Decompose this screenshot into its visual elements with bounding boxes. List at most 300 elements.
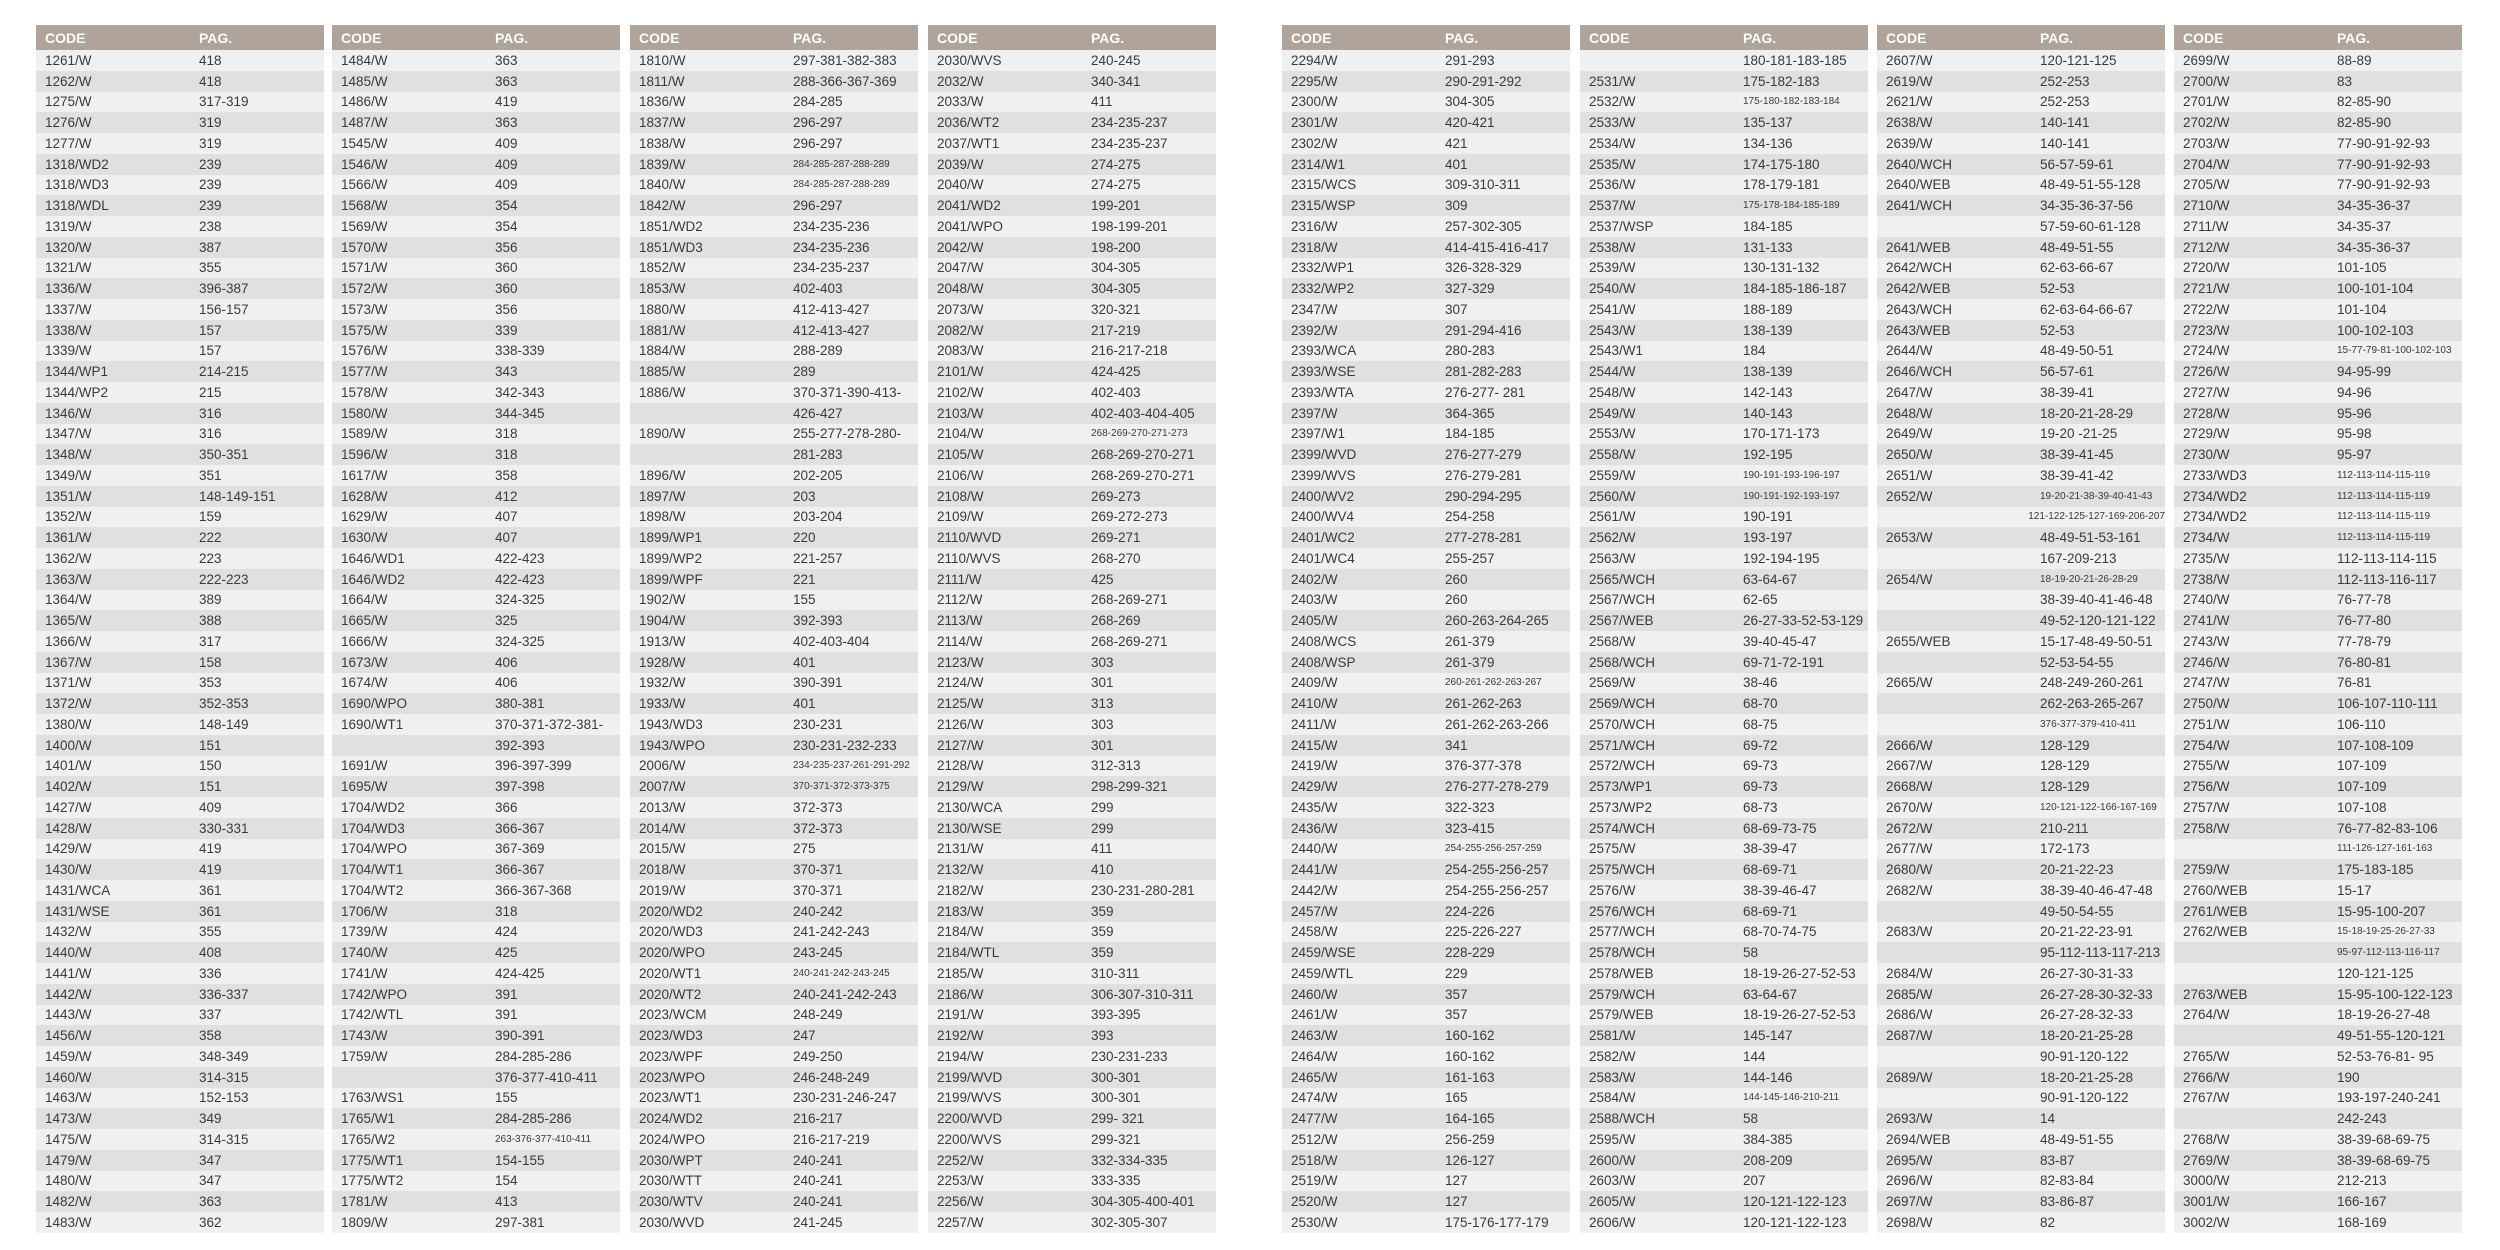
table-row xyxy=(2174,361,2462,382)
table-row xyxy=(928,1005,1216,1026)
code-cell: 1704/WPO xyxy=(341,841,408,857)
table-row xyxy=(1877,444,2165,465)
code-cell: 2761/WEB xyxy=(2183,903,2248,919)
code-table-column-5 xyxy=(1282,25,1570,1233)
code-cell: 2113/W xyxy=(937,613,983,629)
code-cell: 1851/WD2 xyxy=(639,218,703,234)
code-cell: 2316/W xyxy=(1291,218,1338,234)
code-cell: 2457/W xyxy=(1291,903,1338,919)
code-cell: 2030/WTT xyxy=(639,1173,703,1189)
pag-cell: 107-108 xyxy=(2337,799,2387,815)
table-row xyxy=(1877,112,2165,133)
code-cell: 2672/W xyxy=(1886,820,1933,836)
pag-cell: 90-91-120-122 xyxy=(2040,1048,2129,1064)
code-cell: 2408/WSP xyxy=(1291,654,1356,670)
code-cell: 2571/WCH xyxy=(1589,737,1656,753)
code-cell: 2295/W xyxy=(1291,73,1338,89)
table-row xyxy=(2174,465,2462,486)
table-body xyxy=(1580,50,1868,1233)
code-cell: 1479/W xyxy=(45,1152,92,1168)
table-row xyxy=(630,112,918,133)
pag-cell: 192-195 xyxy=(1743,447,1793,463)
table-row xyxy=(630,320,918,341)
table-row xyxy=(1282,403,1570,424)
pag-cell: 402-403 xyxy=(793,281,843,297)
table-row xyxy=(332,1212,620,1233)
pag-cell: 203 xyxy=(793,488,816,504)
code-cell: 2419/W xyxy=(1291,758,1338,774)
pag-cell: 393 xyxy=(1091,1028,1114,1044)
pag-cell: 68-69-73-75 xyxy=(1743,820,1817,836)
pag-cell: 128-129 xyxy=(2040,779,2090,795)
table-row xyxy=(36,901,324,922)
table-row xyxy=(928,403,1216,424)
code-cell: 2114/W xyxy=(937,633,983,649)
code-cell: 2397/W1 xyxy=(1291,426,1346,442)
code-cell: 1319/W xyxy=(45,218,92,234)
code-cell: 1275/W xyxy=(45,94,92,110)
code-cell: 2579/WEB xyxy=(1589,1007,1654,1023)
code-cell: 2006/W xyxy=(639,758,686,774)
pag-cell: 314-315 xyxy=(199,1131,249,1147)
pag-cell: 359 xyxy=(1091,924,1114,940)
table-row xyxy=(332,590,620,611)
code-cell: 1338/W xyxy=(45,322,92,338)
pag-cell: 409 xyxy=(495,135,518,151)
pag-cell: 304-305 xyxy=(1445,94,1495,110)
code-cell: 2572/WCH xyxy=(1589,758,1656,774)
code-cell: 2048/W xyxy=(937,281,984,297)
table-row xyxy=(1877,403,2165,424)
code-cell: 1262/W xyxy=(45,73,92,89)
code-cell: 2192/W xyxy=(937,1028,984,1044)
table-row xyxy=(1877,175,2165,196)
table-row xyxy=(928,216,1216,237)
table-row xyxy=(2174,1171,2462,1192)
code-cell: 1629/W xyxy=(341,509,388,525)
table-row xyxy=(1877,382,2165,403)
pag-cell: 175-178-184-185-189 xyxy=(1743,200,1840,212)
table-row xyxy=(36,590,324,611)
code-cell: 1347/W xyxy=(45,426,92,442)
pag-cell: 304-305-400-401 xyxy=(1091,1194,1195,1210)
table-row xyxy=(2174,195,2462,216)
code-cell: 2573/WP1 xyxy=(1589,779,1653,795)
pag-cell: 151 xyxy=(199,779,222,795)
pag-cell: 297-381 xyxy=(495,1214,545,1230)
table-row xyxy=(332,776,620,797)
code-cell: 1456/W xyxy=(45,1028,92,1044)
table-row xyxy=(928,465,1216,486)
pag-cell: 180-181-183-185 xyxy=(1743,52,1847,68)
pag-cell: 338-339 xyxy=(495,343,545,359)
code-cell: 2574/WCH xyxy=(1589,820,1656,836)
code-cell: 1571/W xyxy=(341,260,388,276)
table-row xyxy=(1282,1129,1570,1150)
table-row xyxy=(332,424,620,445)
code-cell: 2584/W xyxy=(1589,1090,1636,1106)
pag-cell: 255-277-278-280- xyxy=(793,426,902,442)
table-row xyxy=(1282,693,1570,714)
pag-cell: 39-40-45-47 xyxy=(1743,633,1817,649)
table-row xyxy=(630,299,918,320)
table-row xyxy=(928,880,1216,901)
code-cell: 1402/W xyxy=(45,779,92,795)
table-row xyxy=(630,486,918,507)
table-row xyxy=(928,963,1216,984)
table-row xyxy=(928,1150,1216,1171)
code-cell: 2429/W xyxy=(1291,779,1338,795)
pag-cell: 274-275 xyxy=(1091,177,1141,193)
pag-cell: 127 xyxy=(1445,1173,1468,1189)
pag-cell: 247 xyxy=(793,1028,816,1044)
table-row xyxy=(630,880,918,901)
code-cell: 1428/W xyxy=(45,820,92,836)
code-cell: 2741/W xyxy=(2183,613,2230,629)
table-row xyxy=(630,1025,918,1046)
code-cell: 2553/W xyxy=(1589,426,1636,442)
pag-cell: 357 xyxy=(1445,1007,1468,1023)
code-cell: 2024/WD2 xyxy=(639,1111,703,1127)
table-row xyxy=(332,299,620,320)
table-row xyxy=(928,1108,1216,1129)
table-row xyxy=(332,486,620,507)
table-row xyxy=(1877,486,2165,507)
table-row xyxy=(332,942,620,963)
table-row xyxy=(928,1171,1216,1192)
code-cell: 2687/W xyxy=(1886,1028,1933,1044)
table-row xyxy=(1580,631,1868,652)
pag-cell: 155 xyxy=(793,592,816,608)
code-cell: 2720/W xyxy=(2183,260,2230,276)
pag-cell: 304-305 xyxy=(1091,281,1141,297)
code-cell: 2532/W xyxy=(1589,94,1636,110)
code-cell: 1809/W xyxy=(341,1214,388,1230)
code-cell: 2030/WVS xyxy=(937,52,1002,68)
table-row xyxy=(332,673,620,694)
table-row xyxy=(2174,652,2462,673)
code-cell: 2695/W xyxy=(1886,1152,1933,1168)
code-cell: 2721/W xyxy=(2183,281,2230,297)
code-cell: 2530/W xyxy=(1291,1214,1338,1230)
pag-cell: 269-273 xyxy=(1091,488,1141,504)
pag-cell: 26-27-30-31-33 xyxy=(2040,965,2134,981)
table-row xyxy=(1282,610,1570,631)
pag-cell: 224-226 xyxy=(1445,903,1495,919)
table-row xyxy=(332,569,620,590)
table-row xyxy=(1580,71,1868,92)
table-row xyxy=(1282,424,1570,445)
table-row xyxy=(1580,444,1868,465)
table-row xyxy=(1877,818,2165,839)
table-row xyxy=(1282,631,1570,652)
code-table-column-6 xyxy=(1580,25,1868,1233)
table-row xyxy=(928,299,1216,320)
pag-cell: 112-113-114-115-119 xyxy=(2337,490,2431,502)
pag-cell: 38-39-68-69-75 xyxy=(2337,1152,2431,1168)
pag-cell: 170-171-173 xyxy=(1743,426,1820,442)
pag-cell: 390-391 xyxy=(495,1028,545,1044)
pag-cell: 344-345 xyxy=(495,405,545,421)
table-row xyxy=(36,610,324,631)
pag-cell: 239 xyxy=(199,198,222,214)
code-cell: 1811/W xyxy=(639,73,685,89)
pag-cell: 276-277-278-279 xyxy=(1445,779,1549,795)
table-row xyxy=(2174,818,2462,839)
table-row xyxy=(36,444,324,465)
pag-cell: 268-270 xyxy=(1091,550,1141,566)
code-cell: 2256/W xyxy=(937,1194,984,1210)
code-cell: 1880/W xyxy=(639,301,686,317)
pag-cell: 355 xyxy=(199,260,222,276)
pag-cell: 276-277-279 xyxy=(1445,447,1522,463)
code-cell: 1427/W xyxy=(45,799,92,815)
table-row xyxy=(1580,1005,1868,1026)
code-cell: 2643/WEB xyxy=(1886,322,1951,338)
pag-cell: 291-293 xyxy=(1445,52,1495,68)
table-row xyxy=(928,569,1216,590)
code-cell: 2652/W xyxy=(1886,488,1933,504)
code-cell: 2648/W xyxy=(1886,405,1933,421)
table-row xyxy=(332,922,620,943)
code-cell: 1674/W xyxy=(341,675,388,691)
table-row xyxy=(1877,1191,2165,1212)
code-cell: 2603/W xyxy=(1589,1173,1636,1189)
pag-cell: 325 xyxy=(495,613,518,629)
code-cell: 2647/W xyxy=(1886,384,1933,400)
code-cell: 2020/WD2 xyxy=(639,903,703,919)
table-row xyxy=(2174,1067,2462,1088)
pag-cell: 296-297 xyxy=(793,115,843,131)
code-cell: 2191/W xyxy=(937,1007,984,1023)
code-cell: 2569/WCH xyxy=(1589,696,1656,712)
table-row xyxy=(630,1088,918,1109)
pag-cell: 261-379 xyxy=(1445,633,1495,649)
table-row xyxy=(1580,1171,1868,1192)
code-cell: 1691/W xyxy=(341,758,388,774)
pag-cell: 268-269-270-271 xyxy=(1091,467,1195,483)
code-cell: 2393/WTA xyxy=(1291,384,1354,400)
table-row xyxy=(2174,631,2462,652)
pag-cell: 38-39-47 xyxy=(1743,841,1798,857)
table-row xyxy=(630,361,918,382)
table-row xyxy=(1580,341,1868,362)
code-cell: 2538/W xyxy=(1589,239,1636,255)
table-row xyxy=(2174,341,2462,362)
table-row xyxy=(1580,922,1868,943)
table-row xyxy=(332,341,620,362)
code-cell: 2200/WVS xyxy=(937,1131,1002,1147)
code-cell: 1933/W xyxy=(639,696,686,712)
code-cell: 2129/W xyxy=(937,779,984,795)
pag-cell: 14 xyxy=(2040,1111,2056,1127)
code-cell: 2654/W xyxy=(1886,571,1933,587)
table-row xyxy=(630,756,918,777)
pag-cell: 341 xyxy=(1445,737,1468,753)
pag-cell: 192-194-195 xyxy=(1743,550,1820,566)
code-cell: 2537/WSP xyxy=(1589,218,1654,234)
pag-cell: 234-235-236 xyxy=(793,218,870,234)
code-cell: 2023/WCM xyxy=(639,1007,707,1023)
table-row xyxy=(1282,320,1570,341)
code-cell: 1664/W xyxy=(341,592,388,608)
table-row xyxy=(36,673,324,694)
table-row xyxy=(630,382,918,403)
table-row xyxy=(1877,1171,2165,1192)
code-cell: 2184/WTL xyxy=(937,945,1000,961)
code-cell: 2665/W xyxy=(1886,675,1933,691)
table-row xyxy=(928,50,1216,71)
table-row xyxy=(928,175,1216,196)
pag-cell: 314-315 xyxy=(199,1069,249,1085)
table-row xyxy=(928,527,1216,548)
table-row xyxy=(630,1046,918,1067)
code-cell: 1890/W xyxy=(639,426,686,442)
table-row xyxy=(928,942,1216,963)
pag-cell: 317-319 xyxy=(199,94,249,110)
table-row xyxy=(1282,984,1570,1005)
pag-cell: 140-141 xyxy=(2040,135,2090,151)
pag-cell: 300-301 xyxy=(1091,1090,1141,1106)
code-cell: 2563/W xyxy=(1589,550,1636,566)
pag-cell: 324-325 xyxy=(495,633,545,649)
table-row xyxy=(2174,714,2462,735)
code-cell: 2400/WV2 xyxy=(1291,488,1355,504)
code-cell: 2704/W xyxy=(2183,156,2230,172)
code-cell: 1617/W xyxy=(341,467,388,483)
table-row xyxy=(36,776,324,797)
pag-cell: 190-191-193-196-197 xyxy=(1743,469,1840,481)
code-cell: 1775/WT1 xyxy=(341,1152,404,1168)
code-cell: 2763/WEB xyxy=(2183,986,2248,1002)
pag-cell: 307 xyxy=(1445,301,1468,317)
table-row xyxy=(1282,735,1570,756)
code-cell: 2567/WEB xyxy=(1589,613,1654,629)
pag-cell: 62-63-64-66-67 xyxy=(2040,301,2134,317)
table-row xyxy=(630,693,918,714)
code-header: CODE xyxy=(2183,29,2224,46)
code-cell: 2653/W xyxy=(1886,530,1933,546)
pag-cell: 174-175-180 xyxy=(1743,156,1820,172)
pag-cell: 362 xyxy=(199,1214,222,1230)
pag-cell: 318 xyxy=(495,903,518,919)
table-row xyxy=(2174,507,2462,528)
table-row xyxy=(630,963,918,984)
pag-cell: 409 xyxy=(495,156,518,172)
table-row xyxy=(1580,859,1868,880)
table-row xyxy=(2174,50,2462,71)
table-row xyxy=(1877,735,2165,756)
code-cell: 1276/W xyxy=(45,115,92,131)
table-row xyxy=(630,673,918,694)
table-row xyxy=(1877,839,2165,860)
pag-cell: 268-269-270-271-273 xyxy=(1091,428,1188,440)
pag-cell: 246-248-249 xyxy=(793,1069,870,1085)
table-row xyxy=(1580,299,1868,320)
pag-cell: 240-245 xyxy=(1091,52,1141,68)
table-row xyxy=(928,154,1216,175)
code-cell: 2411/W xyxy=(1291,716,1337,732)
code-cell: 2711/W xyxy=(2183,218,2229,234)
table-row xyxy=(1282,756,1570,777)
table-row xyxy=(2174,1088,2462,1109)
pag-cell: 48-49-51-53-161 xyxy=(2040,530,2141,546)
table-row xyxy=(1877,1046,2165,1067)
pag-cell: 353 xyxy=(199,675,222,691)
code-cell: 2643/WCH xyxy=(1886,301,1953,317)
code-cell: 2039/W xyxy=(937,156,984,172)
table-row xyxy=(1282,112,1570,133)
table-row xyxy=(928,631,1216,652)
code-cell: 2700/W xyxy=(2183,73,2230,89)
table-row xyxy=(1877,797,2165,818)
code-cell: 1380/W xyxy=(45,716,92,732)
code-cell: 2459/WTL xyxy=(1291,965,1354,981)
code-cell: 2023/WD3 xyxy=(639,1028,703,1044)
table-row xyxy=(2174,569,2462,590)
table-row xyxy=(928,1025,1216,1046)
pag-cell: 68-70-74-75 xyxy=(1743,924,1817,940)
table-row xyxy=(36,631,324,652)
table-row xyxy=(1282,776,1570,797)
table-row xyxy=(1877,880,2165,901)
table-row xyxy=(1877,1212,2165,1233)
code-cell: 2441/W xyxy=(1291,862,1338,878)
code-cell: 2766/W xyxy=(2183,1069,2230,1085)
pag-cell: 190-191 xyxy=(1743,509,1793,525)
table-row xyxy=(630,590,918,611)
table-row xyxy=(332,1088,620,1109)
code-cell: 1666/W xyxy=(341,633,388,649)
pag-cell: 318 xyxy=(495,447,518,463)
code-cell: 1775/WT2 xyxy=(341,1173,404,1189)
code-cell: 2108/W xyxy=(937,488,984,504)
code-cell: 2677/W xyxy=(1886,841,1933,857)
code-cell: 2655/WEB xyxy=(1886,633,1951,649)
code-cell: 2757/W xyxy=(2183,799,2230,815)
table-row xyxy=(1282,1067,1570,1088)
pag-cell: 230-231-246-247 xyxy=(793,1090,897,1106)
table-row xyxy=(1282,527,1570,548)
pag-cell: 326-328-329 xyxy=(1445,260,1522,276)
code-cell: 1630/W xyxy=(341,530,388,546)
pag-cell: 152-153 xyxy=(199,1090,249,1106)
code-cell: 2030/WTV xyxy=(639,1194,703,1210)
pag-cell: 281-282-283 xyxy=(1445,364,1522,380)
table-row xyxy=(332,133,620,154)
code-cell: 2668/W xyxy=(1886,779,1933,795)
table-header xyxy=(1580,25,1868,50)
table-row xyxy=(1580,278,1868,299)
pag-cell: 348-349 xyxy=(199,1048,249,1064)
code-cell: 1706/W xyxy=(341,903,388,919)
pag-cell: 424 xyxy=(495,924,518,940)
code-cell: 2186/W xyxy=(937,986,984,1002)
table-row xyxy=(36,797,324,818)
pag-cell: 234-235-237 xyxy=(793,260,870,276)
code-cell: 2698/W xyxy=(1886,1214,1933,1230)
table-row xyxy=(36,382,324,403)
pag-cell: 304-305 xyxy=(1091,260,1141,276)
code-cell: 1837/W xyxy=(639,115,686,131)
table-row xyxy=(2174,880,2462,901)
code-cell: 1566/W xyxy=(341,177,388,193)
code-cell: 3001/W xyxy=(2183,1194,2230,1210)
table-row xyxy=(332,50,620,71)
pag-cell: 38-39-41-42 xyxy=(2040,467,2114,483)
pag-cell: 342-343 xyxy=(495,384,545,400)
table-row xyxy=(1580,403,1868,424)
